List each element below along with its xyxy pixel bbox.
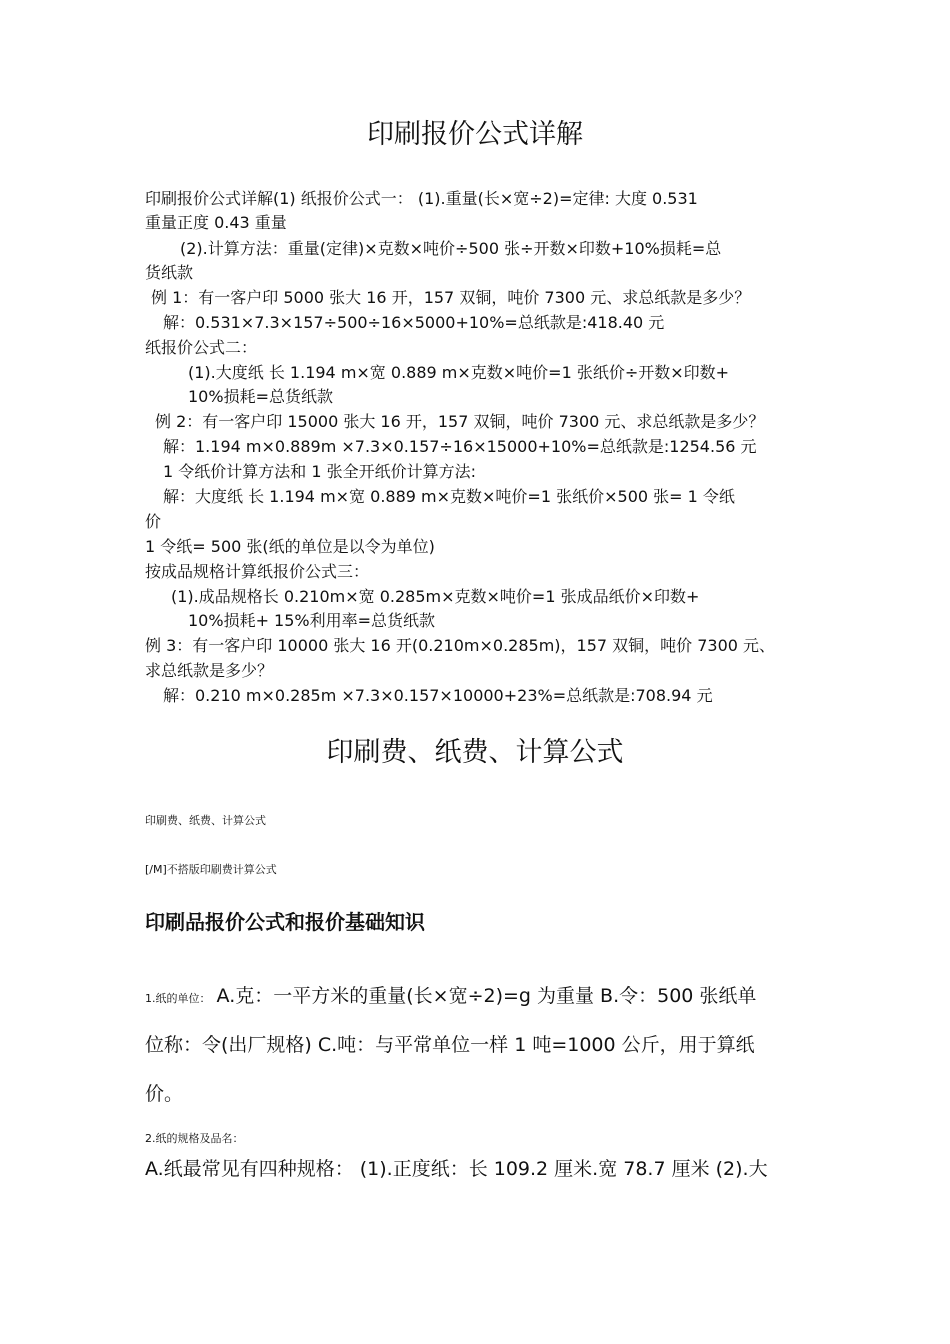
- text-line: (1).大度纸 长 1.194 m×宽 0.889 m×克数×吨价=1 张纸价÷开数×印数+: [188, 363, 730, 382]
- unit-text: A.克：一平方米的重量(长×宽÷2)=g 为重量 B.令：500 张纸单: [210, 985, 757, 1007]
- unit-line: [145, 982, 756, 1013]
- text-line: 10%损耗+ 15%利用率=总货纸款: [188, 611, 436, 630]
- text-line: 价: [145, 512, 162, 531]
- spec-label: 2.纸的规格及品名：: [145, 1132, 244, 1145]
- text-line: 解：0.531×7.3×157÷500÷16×5000+10%=总纸款是:418.40 元: [163, 313, 665, 332]
- text-line: 按成品规格计算纸报价公式三：: [145, 562, 370, 581]
- text-line: 解：0.210 m×0.285m ×7.3×0.157×10000+23%=总纸款是:708.94 元: [163, 686, 713, 705]
- text-line: 解：大度纸 长 1.194 m×宽 0.889 m×克数×吨价=1 张纸价×500 张= 1 令纸: [163, 487, 735, 506]
- small-heading: 印刷费、纸费、计算公式: [145, 814, 266, 827]
- text-line: 例 3：有一客户印 10000 张大 16 开(0.210m×0.285m)，157 双铜，吨价 7300 元、: [145, 636, 776, 655]
- section-heading: 印刷品报价公式和报价基础知识: [145, 910, 425, 934]
- text-line: 例 1：有一客户印 5000 张大 16 开，157 双铜，吨价 7300 元、求总纸款是多少？: [151, 288, 751, 307]
- text-line: 重量正度 0.43 重量: [145, 213, 287, 232]
- unit-label: 1.纸的单位：: [145, 992, 211, 1005]
- text-line: 10%损耗=总货纸款: [188, 387, 333, 406]
- unit-line: 价。: [145, 1083, 184, 1105]
- unit-line: 位称：令(出厂规格) C.吨：与平常单位一样 1 吨=1000 公斤，用于算纸: [145, 1034, 755, 1056]
- text-line: 1 令纸= 500 张(纸的单位是以令为单位): [145, 537, 435, 556]
- text-line: 1 令纸价计算方法和 1 张全开纸价计算方法:: [163, 462, 477, 481]
- text-line: 印刷报价公式详解(1) 纸报价公式一： (1).重量(长×宽÷2)=定律: 大度 0.531: [145, 189, 698, 208]
- text-line: 纸报价公式二：: [145, 338, 258, 357]
- small-subheading: [/M]不搭版印刷费计算公式: [145, 863, 277, 876]
- second-title: 印刷费、纸费、计算公式: [326, 737, 624, 768]
- spec-line: A.纸最常见有四种规格： (1).正度纸：长 109.2 厘米.宽 78.7 厘米 (2).大: [145, 1158, 768, 1180]
- text-line: 货纸款: [145, 263, 194, 282]
- main-title: 印刷报价公式详解: [367, 119, 583, 150]
- text-line: (1).成品规格长 0.210m×宽 0.285m×克数×吨价=1 张成品纸价×印数+: [171, 587, 700, 606]
- text-line: 求总纸款是多少？: [145, 661, 274, 680]
- text-line: (2).计算方法：重量(定律)×克数×吨价÷500 张÷开数×印数+10%损耗=总: [180, 239, 722, 258]
- text-line: 例 2：有一客户印 15000 张大 16 开，157 双铜，吨价 7300 元、求总纸款是多少？: [155, 412, 765, 431]
- text-line: 解：1.194 m×0.889m ×7.3×0.157÷16×15000+10%=总纸款是:1254.56 元: [163, 437, 757, 456]
